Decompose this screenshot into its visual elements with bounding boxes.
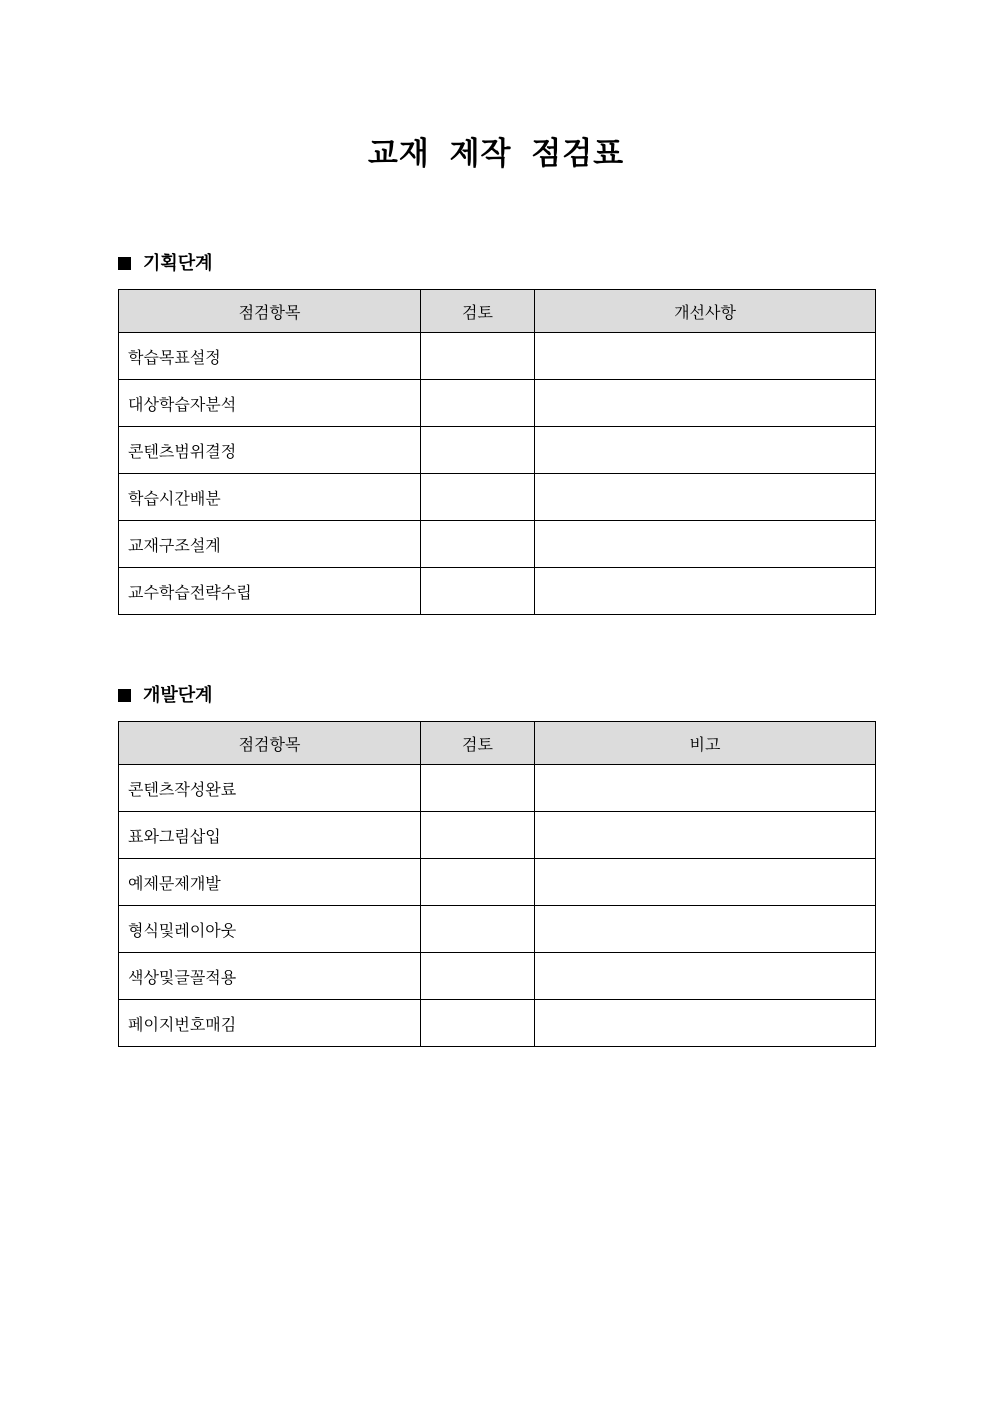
review-cell[interactable] (421, 333, 535, 380)
item-cell: 교수학습전략수립 (119, 568, 421, 615)
note-cell[interactable] (535, 521, 876, 568)
note-cell[interactable] (535, 427, 876, 474)
review-cell[interactable] (421, 568, 535, 615)
item-cell: 콘텐츠범위결정 (119, 427, 421, 474)
note-cell[interactable] (535, 953, 876, 1000)
column-header-note: 비고 (535, 722, 876, 765)
review-cell[interactable] (421, 859, 535, 906)
review-cell[interactable] (421, 474, 535, 521)
item-cell: 대상학습자분석 (119, 380, 421, 427)
square-bullet-icon (118, 257, 131, 270)
table-header-row (119, 290, 876, 333)
square-bullet-icon (118, 689, 131, 702)
table-header-row (119, 722, 876, 765)
item-cell: 교재구조설계 (119, 521, 421, 568)
note-cell[interactable] (535, 1000, 876, 1047)
note-cell[interactable] (535, 765, 876, 812)
section-planning (118, 250, 875, 615)
section-heading (118, 250, 875, 278)
review-cell[interactable] (421, 953, 535, 1000)
review-cell[interactable] (421, 906, 535, 953)
item-cell: 표와그림삽입 (119, 812, 421, 859)
table-row (119, 812, 876, 859)
column-header-review: 검토 (421, 722, 535, 765)
table-row (119, 859, 876, 906)
column-header-item: 점검항목 (119, 722, 421, 765)
section-heading (118, 682, 875, 710)
table-row (119, 333, 876, 380)
note-cell[interactable] (535, 474, 876, 521)
review-cell[interactable] (421, 427, 535, 474)
review-cell[interactable] (421, 380, 535, 427)
table-row (119, 953, 876, 1000)
item-cell: 콘텐츠작성완료 (119, 765, 421, 812)
checklist-table-development (118, 721, 876, 1047)
table-row (119, 521, 876, 568)
column-header-item: 점검항목 (119, 290, 421, 333)
item-cell: 학습시간배분 (119, 474, 421, 521)
table-row (119, 474, 876, 521)
section-development (118, 682, 875, 1047)
note-cell[interactable] (535, 380, 876, 427)
column-header-review: 검토 (421, 290, 535, 333)
review-cell[interactable] (421, 521, 535, 568)
table-row (119, 380, 876, 427)
column-header-note: 개선사항 (535, 290, 876, 333)
item-cell: 형식및레이아웃 (119, 906, 421, 953)
checklist-table-planning (118, 289, 876, 615)
page-title: 교재 제작 점검표 (367, 136, 625, 172)
note-cell[interactable] (535, 859, 876, 906)
note-cell[interactable] (535, 812, 876, 859)
table-row (119, 765, 876, 812)
section-heading-label: 기획단계 (143, 253, 213, 274)
item-cell: 색상및글꼴적용 (119, 953, 421, 1000)
table-row (119, 1000, 876, 1047)
table-row (119, 568, 876, 615)
note-cell[interactable] (535, 568, 876, 615)
item-cell: 학습목표설정 (119, 333, 421, 380)
note-cell[interactable] (535, 906, 876, 953)
note-cell[interactable] (535, 333, 876, 380)
item-cell: 예제문제개발 (119, 859, 421, 906)
table-row (119, 427, 876, 474)
review-cell[interactable] (421, 812, 535, 859)
table-row (119, 906, 876, 953)
review-cell[interactable] (421, 1000, 535, 1047)
item-cell: 페이지번호매김 (119, 1000, 421, 1047)
section-heading-label: 개발단계 (143, 685, 213, 706)
review-cell[interactable] (421, 765, 535, 812)
